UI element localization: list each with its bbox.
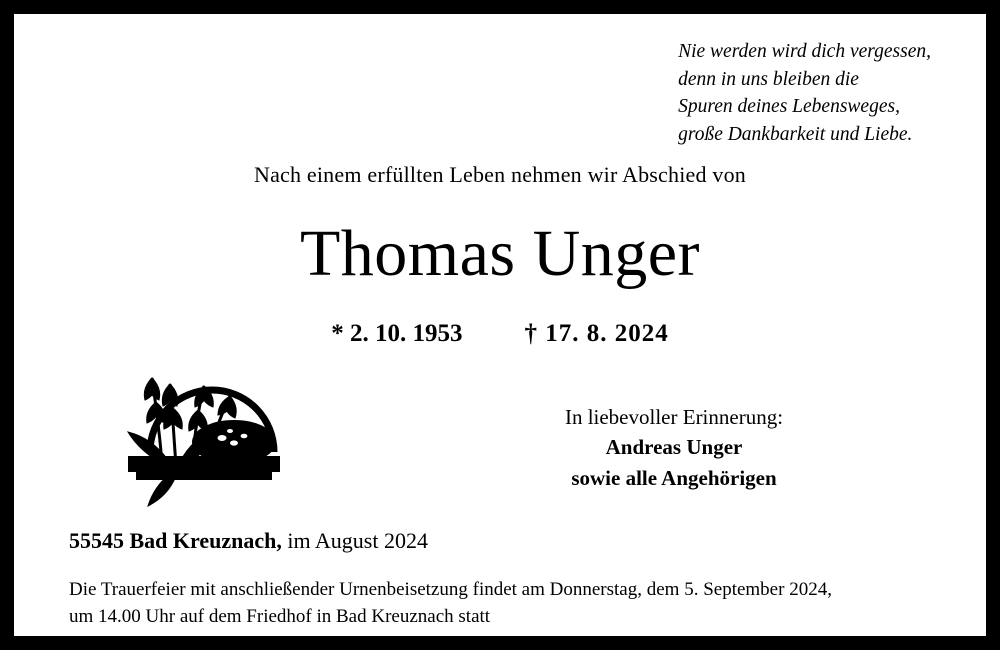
notice-inner <box>14 14 986 636</box>
ceremony-details <box>69 577 959 630</box>
memory-person: Andreas Unger <box>605 435 743 460</box>
verse-line-4: große Dankbarkeit und Liebe. <box>678 124 913 146</box>
ceremony-line-2: um 14.00 Uhr auf dem Friedhof in Bad Kreuznach statt <box>69 605 491 627</box>
wheat-sheaf-and-bread-icon <box>110 344 300 514</box>
verse-line-3: Spuren deines Lebensweges, <box>678 96 900 118</box>
deceased-name: Thomas Unger <box>299 217 701 290</box>
month: im August 2024 <box>287 528 428 553</box>
city: 55545 Bad Kreuznach, <box>69 528 282 553</box>
intro-text: Nach einem erfüllten Leben nehmen wir Abschied von <box>253 162 746 187</box>
memory-others: sowie alle Angehörigen <box>571 465 777 490</box>
verse-line-2: denn in uns bleiben die <box>678 68 859 90</box>
birth-date: * 2. 10. 1953 <box>331 320 463 347</box>
memory-block <box>444 402 904 493</box>
place-line <box>69 528 428 554</box>
death-date: † 17. 8. 2024 <box>524 320 669 347</box>
verse-block <box>678 38 931 149</box>
memory-lead: In liebevoller Erinnerung: <box>564 405 784 429</box>
verse-line-1: Nie werden wird dich vergessen, <box>678 41 931 62</box>
ceremony-line-1: Die Trauerfeier mit anschließender Urnenbeisetzung findet am Donnerstag, dem 5. September 2024, <box>69 579 832 600</box>
